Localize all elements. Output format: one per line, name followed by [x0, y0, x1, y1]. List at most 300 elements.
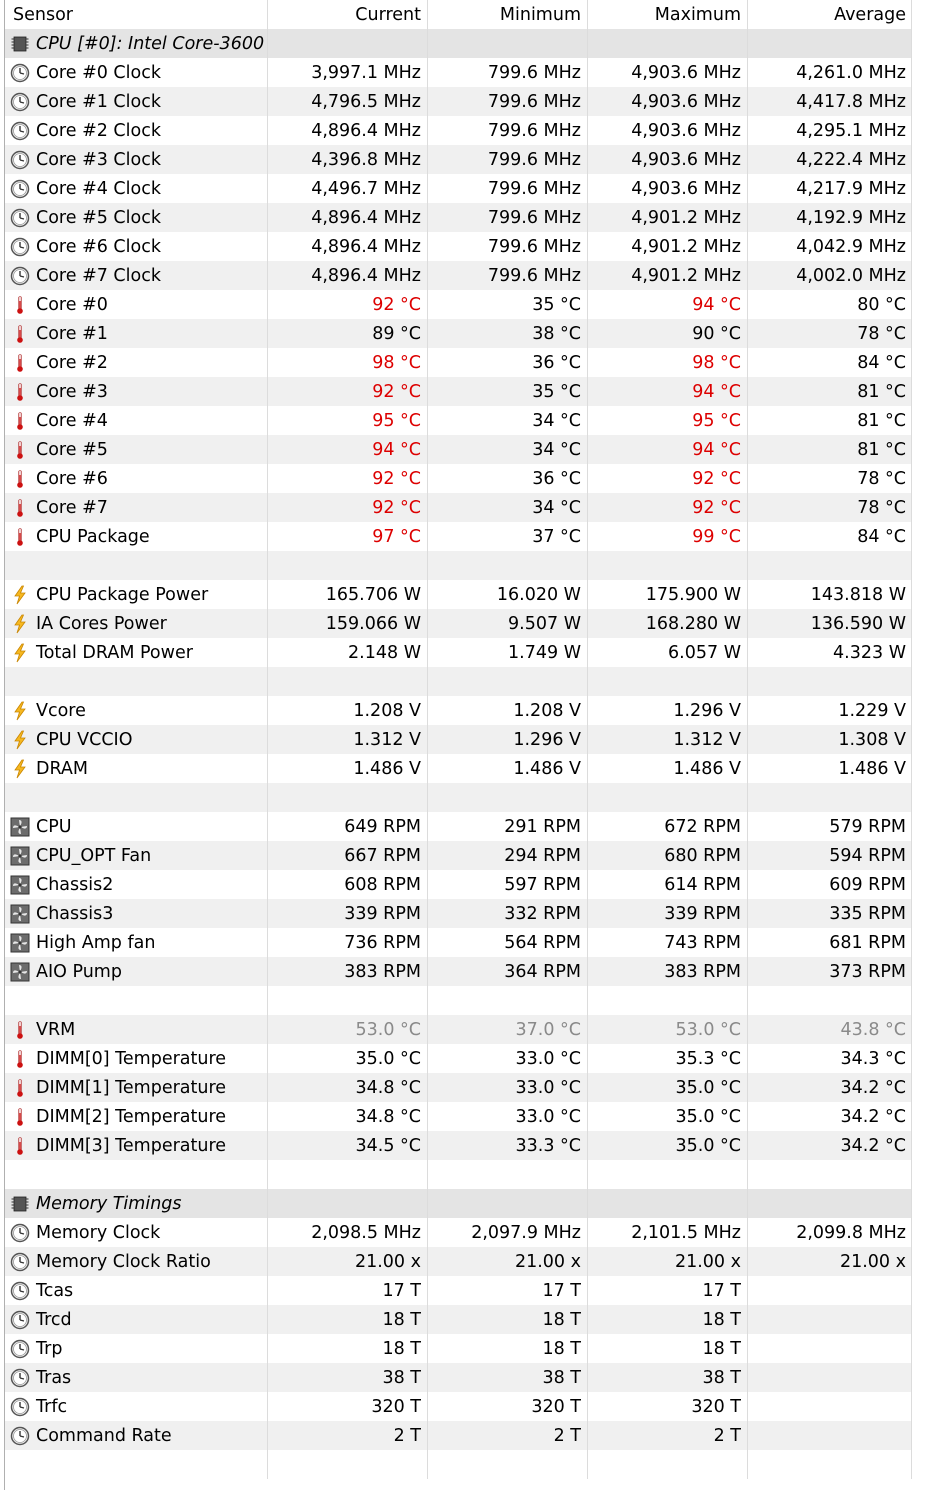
average-value	[747, 1421, 912, 1450]
maximum-value: 175.900 W	[645, 584, 741, 605]
maximum-value: 4,903.6 MHz	[631, 91, 741, 112]
maximum-value: 4,901.2 MHz	[631, 236, 741, 257]
maximum-value: 1.312 V	[673, 729, 741, 750]
column-divider	[267, 0, 268, 1479]
average-value	[747, 986, 912, 1015]
maximum-value: 35.0 °C	[675, 1106, 741, 1127]
average-value: 34.2 °C	[840, 1077, 906, 1098]
maximum-value: 4,903.6 MHz	[631, 120, 741, 141]
average-value	[747, 1363, 912, 1392]
sensor-label: DIMM[1] Temperature	[36, 1077, 227, 1098]
sensor-name-cell	[5, 609, 267, 638]
minimum-value: 9.507 W	[508, 613, 581, 634]
current-value: 165.706 W	[325, 584, 421, 605]
maximum-value: 672 RPM	[664, 816, 741, 837]
average-value	[747, 1450, 912, 1479]
sensor-row[interactable]	[5, 957, 912, 986]
fan-icon	[10, 817, 30, 837]
fan-icon	[10, 846, 30, 866]
sensor-row[interactable]	[5, 696, 912, 725]
maximum-value: 320 T	[691, 1396, 741, 1417]
sensor-row[interactable]	[5, 1276, 912, 1305]
minimum-value: 35 °C	[532, 294, 581, 315]
sensor-row[interactable]	[5, 899, 912, 928]
maximum-value	[587, 783, 747, 812]
sensor-label: Total DRAM Power	[36, 642, 193, 663]
minimum-value: 332 RPM	[504, 903, 581, 924]
current-value: 97 °C	[372, 526, 421, 547]
sensor-label: DIMM[2] Temperature	[36, 1106, 227, 1127]
sensor-row[interactable]	[5, 522, 912, 551]
maximum-value: 4,903.6 MHz	[631, 149, 741, 170]
sensor-label: DIMM[3] Temperature	[36, 1135, 227, 1156]
sensor-label: AIO Pump	[36, 961, 122, 982]
minimum-value: 16.020 W	[496, 584, 581, 605]
thermometer-icon	[10, 1107, 30, 1127]
sensor-row[interactable]	[5, 493, 912, 522]
sensor-label: Core #0 Clock	[36, 62, 161, 83]
sensor-row[interactable]	[5, 1102, 912, 1131]
sensor-label: Trcd	[36, 1309, 72, 1330]
sensor-label: Core #7 Clock	[36, 265, 161, 286]
average-value: 4,002.0 MHz	[796, 265, 906, 286]
sensor-row[interactable]	[5, 87, 912, 116]
clock-icon	[10, 1339, 30, 1359]
maximum-value	[587, 667, 747, 696]
lightning-icon	[10, 759, 30, 779]
average-value: 4,417.8 MHz	[796, 91, 906, 112]
current-value	[267, 783, 427, 812]
sensor-row[interactable]	[5, 609, 912, 638]
sensor-row[interactable]	[5, 464, 912, 493]
minimum-value	[427, 29, 587, 58]
sensor-name-cell	[5, 1160, 267, 1189]
sensor-label: DIMM[0] Temperature	[36, 1048, 227, 1069]
average-value: 2,099.8 MHz	[796, 1222, 906, 1243]
average-value: 4,217.9 MHz	[796, 178, 906, 199]
sensor-row[interactable]	[5, 638, 912, 667]
current-value: 1.486 V	[353, 758, 421, 779]
maximum-value: 94 °C	[692, 439, 741, 460]
sensor-label: Core #5 Clock	[36, 207, 161, 228]
thermometer-icon	[10, 1020, 30, 1040]
minimum-value: 33.3 °C	[515, 1135, 581, 1156]
sensor-label: CPU Package	[36, 526, 150, 547]
maximum-value: 339 RPM	[664, 903, 741, 924]
current-value	[267, 29, 427, 58]
average-value	[747, 1305, 912, 1334]
maximum-value: 1.486 V	[673, 758, 741, 779]
sensor-name-cell	[5, 319, 267, 348]
sensor-row[interactable]	[5, 841, 912, 870]
lightning-icon	[10, 701, 30, 721]
sensor-row[interactable]	[5, 145, 912, 174]
minimum-value: 1.296 V	[513, 729, 581, 750]
thermometer-icon	[10, 382, 30, 402]
minimum-value	[427, 551, 587, 580]
column-divider	[587, 0, 588, 1479]
minimum-value: 17 T	[542, 1280, 581, 1301]
minimum-value	[427, 986, 587, 1015]
column-header-current[interactable]: Current	[355, 4, 421, 25]
current-value: 4,896.4 MHz	[311, 236, 421, 257]
sensor-label: Core #2 Clock	[36, 120, 161, 141]
sensor-row[interactable]	[5, 1305, 912, 1334]
average-value: 4,295.1 MHz	[796, 120, 906, 141]
sensor-row[interactable]	[5, 1334, 912, 1363]
spacer-row	[5, 1450, 912, 1479]
current-value	[267, 551, 427, 580]
sensor-name-cell	[5, 783, 267, 812]
maximum-value: 94 °C	[692, 294, 741, 315]
current-value: 320 T	[371, 1396, 421, 1417]
sensor-label: DRAM	[36, 758, 88, 779]
minimum-value: 34 °C	[532, 439, 581, 460]
minimum-value: 364 RPM	[504, 961, 581, 982]
minimum-value: 18 T	[542, 1338, 581, 1359]
current-value: 92 °C	[372, 468, 421, 489]
current-value: 608 RPM	[344, 874, 421, 895]
clock-icon	[10, 150, 30, 170]
thermometer-icon	[10, 440, 30, 460]
sensor-row[interactable]	[5, 1015, 912, 1044]
current-value: 94 °C	[372, 439, 421, 460]
average-value: 335 RPM	[829, 903, 906, 924]
chip-icon	[10, 34, 30, 54]
clock-icon	[10, 63, 30, 83]
current-value: 21.00 x	[354, 1251, 421, 1272]
clock-icon	[10, 1368, 30, 1388]
sensor-row[interactable]	[5, 348, 912, 377]
maximum-value: 92 °C	[692, 468, 741, 489]
average-value: 43.8 °C	[840, 1019, 906, 1040]
spacer-row	[5, 986, 912, 1015]
sensor-name-cell	[5, 580, 267, 609]
sensor-name-cell	[5, 1218, 267, 1247]
maximum-value: 4,903.6 MHz	[631, 178, 741, 199]
sensor-label: Core #6	[36, 468, 108, 489]
sensor-label: CPU VCCIO	[36, 729, 133, 750]
spacer-row	[5, 551, 912, 580]
maximum-value: 614 RPM	[664, 874, 741, 895]
average-value: 78 °C	[857, 497, 906, 518]
current-value: 2.148 W	[348, 642, 421, 663]
current-value: 1.312 V	[353, 729, 421, 750]
minimum-value: 294 RPM	[504, 845, 581, 866]
average-value: 34.2 °C	[840, 1135, 906, 1156]
minimum-value: 33.0 °C	[515, 1048, 581, 1069]
sensor-row[interactable]	[5, 203, 912, 232]
current-value	[267, 1450, 427, 1479]
sensor-row[interactable]	[5, 116, 912, 145]
average-value	[747, 1334, 912, 1363]
thermometer-icon	[10, 295, 30, 315]
maximum-value	[587, 29, 747, 58]
minimum-value: 799.6 MHz	[487, 149, 581, 170]
sensor-label: Core #6 Clock	[36, 236, 161, 257]
average-value: 84 °C	[857, 526, 906, 547]
maximum-value: 99 °C	[692, 526, 741, 547]
sensor-label: High Amp fan	[36, 932, 156, 953]
sensor-label: Core #3 Clock	[36, 149, 161, 170]
spacer-row	[5, 1160, 912, 1189]
minimum-value: 799.6 MHz	[487, 207, 581, 228]
sensor-name-cell	[5, 1334, 267, 1363]
sensor-label: Core #2	[36, 352, 108, 373]
fan-icon	[10, 875, 30, 895]
sensor-row[interactable]	[5, 319, 912, 348]
sensor-label: Vcore	[36, 700, 86, 721]
sensor-row[interactable]	[5, 1363, 912, 1392]
current-value: 1.208 V	[353, 700, 421, 721]
sensor-name-cell	[5, 725, 267, 754]
sensor-name-cell	[5, 1015, 267, 1044]
sensor-row[interactable]	[5, 754, 912, 783]
column-header-sensor[interactable]: Sensor	[13, 4, 73, 25]
sensor-name-cell	[5, 841, 267, 870]
sensor-name-cell	[5, 667, 267, 696]
thermometer-icon	[10, 324, 30, 344]
clock-icon	[10, 1223, 30, 1243]
average-value: 136.590 W	[810, 613, 906, 634]
current-value: 649 RPM	[344, 816, 421, 837]
maximum-value	[587, 1450, 747, 1479]
sensor-label: Core #0	[36, 294, 108, 315]
sensor-name-cell	[5, 261, 267, 290]
lightning-icon	[10, 730, 30, 750]
average-value: 34.3 °C	[840, 1048, 906, 1069]
current-value: 38 T	[382, 1367, 421, 1388]
maximum-value: 92 °C	[692, 497, 741, 518]
minimum-value: 799.6 MHz	[487, 178, 581, 199]
clock-icon	[10, 179, 30, 199]
sensor-name-cell	[5, 928, 267, 957]
thermometer-icon	[10, 498, 30, 518]
average-value: 681 RPM	[829, 932, 906, 953]
maximum-value: 4,901.2 MHz	[631, 265, 741, 286]
sensor-name-cell	[5, 1189, 267, 1218]
maximum-value: 95 °C	[692, 410, 741, 431]
current-value: 736 RPM	[344, 932, 421, 953]
current-value: 2 T	[393, 1425, 421, 1446]
current-value: 35.0 °C	[355, 1048, 421, 1069]
sensor-name-cell	[5, 1305, 267, 1334]
sensor-name-cell	[5, 174, 267, 203]
average-value: 609 RPM	[829, 874, 906, 895]
average-value: 81 °C	[857, 439, 906, 460]
sensor-table	[5, 0, 912, 1479]
sensor-row[interactable]	[5, 58, 912, 87]
average-value: 143.818 W	[810, 584, 906, 605]
maximum-value: 18 T	[702, 1309, 741, 1330]
thermometer-icon	[10, 1049, 30, 1069]
current-value: 18 T	[382, 1309, 421, 1330]
maximum-value	[587, 1189, 747, 1218]
thermometer-icon	[10, 353, 30, 373]
current-value: 159.066 W	[325, 613, 421, 634]
minimum-value: 2 T	[553, 1425, 581, 1446]
average-value: 81 °C	[857, 410, 906, 431]
clock-icon	[10, 266, 30, 286]
maximum-value: 6.057 W	[668, 642, 741, 663]
maximum-value: 35.0 °C	[675, 1135, 741, 1156]
spacer-row	[5, 783, 912, 812]
average-value	[747, 29, 912, 58]
average-value: 4.323 W	[833, 642, 906, 663]
sensor-row[interactable]	[5, 1218, 912, 1247]
sensor-row[interactable]	[5, 377, 912, 406]
group-header-row[interactable]	[5, 29, 912, 58]
current-value: 339 RPM	[344, 903, 421, 924]
sensor-row[interactable]	[5, 174, 912, 203]
sensor-name-cell	[5, 29, 267, 58]
sensor-name-cell	[5, 696, 267, 725]
minimum-value: 799.6 MHz	[487, 120, 581, 141]
sensor-row[interactable]	[5, 928, 912, 957]
minimum-value: 799.6 MHz	[487, 236, 581, 257]
maximum-value: 4,901.2 MHz	[631, 207, 741, 228]
sensor-row[interactable]	[5, 870, 912, 899]
average-value: 81 °C	[857, 381, 906, 402]
sensor-row[interactable]	[5, 261, 912, 290]
thermometer-icon	[10, 527, 30, 547]
average-value	[747, 1392, 912, 1421]
sensor-row[interactable]	[5, 1392, 912, 1421]
sensor-label: CPU Package Power	[36, 584, 209, 605]
sensor-name-cell	[5, 754, 267, 783]
sensor-label: Trfc	[36, 1396, 68, 1417]
average-value: 579 RPM	[829, 816, 906, 837]
current-value: 4,896.4 MHz	[311, 120, 421, 141]
sensor-label: Command Rate	[36, 1425, 172, 1446]
clock-icon	[10, 1252, 30, 1272]
sensor-name-cell	[5, 377, 267, 406]
column-header-average[interactable]: Average	[834, 4, 906, 25]
minimum-value: 1.486 V	[513, 758, 581, 779]
clock-icon	[10, 1310, 30, 1330]
maximum-value: 21.00 x	[674, 1251, 741, 1272]
sensor-name-cell	[5, 203, 267, 232]
current-value: 95 °C	[372, 410, 421, 431]
maximum-value	[587, 551, 747, 580]
current-value: 92 °C	[372, 381, 421, 402]
sensor-name-cell	[5, 957, 267, 986]
sensor-name-cell	[5, 1363, 267, 1392]
sensor-label: Chassis2	[36, 874, 114, 895]
minimum-value: 799.6 MHz	[487, 265, 581, 286]
current-value: 34.8 °C	[355, 1106, 421, 1127]
sensor-row[interactable]	[5, 290, 912, 319]
maximum-value: 168.280 W	[645, 613, 741, 634]
sensor-name-cell	[5, 464, 267, 493]
current-value	[267, 1189, 427, 1218]
average-value	[747, 1160, 912, 1189]
sensor-name-cell	[5, 1276, 267, 1305]
minimum-value: 564 RPM	[504, 932, 581, 953]
sensor-name-cell	[5, 986, 267, 1015]
sensor-label: Trp	[36, 1338, 63, 1359]
chip-icon	[10, 1194, 30, 1214]
sensor-name-cell	[5, 1392, 267, 1421]
sensor-row[interactable]	[5, 1247, 912, 1276]
sensor-row[interactable]	[5, 580, 912, 609]
sensor-label: Memory Clock Ratio	[36, 1251, 211, 1272]
sensor-row[interactable]	[5, 435, 912, 464]
sensor-row[interactable]	[5, 812, 912, 841]
sensor-row[interactable]	[5, 232, 912, 261]
sensor-label: Tras	[36, 1367, 72, 1388]
sensor-label: CPU [#0]: Intel Core-3600	[36, 33, 265, 54]
thermometer-icon	[10, 411, 30, 431]
column-divider	[911, 0, 912, 1479]
sensor-name-cell	[5, 232, 267, 261]
column-divider	[747, 0, 748, 1479]
maximum-value: 383 RPM	[664, 961, 741, 982]
clock-icon	[10, 237, 30, 257]
minimum-value: 799.6 MHz	[487, 62, 581, 83]
minimum-value: 37 °C	[532, 526, 581, 547]
sensor-name-cell	[5, 899, 267, 928]
sensor-row[interactable]	[5, 1073, 912, 1102]
thermometer-icon	[10, 469, 30, 489]
clock-icon	[10, 1426, 30, 1446]
group-header-row[interactable]	[5, 1189, 912, 1218]
maximum-value	[587, 986, 747, 1015]
sensor-row[interactable]	[5, 1044, 912, 1073]
average-value: 4,222.4 MHz	[796, 149, 906, 170]
lightning-icon	[10, 585, 30, 605]
current-value: 4,896.4 MHz	[311, 207, 421, 228]
sensor-row[interactable]	[5, 725, 912, 754]
sensor-rows	[5, 29, 912, 1479]
minimum-value: 1.749 W	[508, 642, 581, 663]
minimum-value: 799.6 MHz	[487, 91, 581, 112]
table-header	[5, 0, 912, 29]
average-value: 21.00 x	[839, 1251, 906, 1272]
maximum-value: 94 °C	[692, 381, 741, 402]
fan-icon	[10, 933, 30, 953]
minimum-value: 38 T	[542, 1367, 581, 1388]
maximum-value: 2,101.5 MHz	[631, 1222, 741, 1243]
minimum-value	[427, 1160, 587, 1189]
minimum-value	[427, 783, 587, 812]
sensor-label: Core #1	[36, 323, 108, 344]
sensor-row[interactable]	[5, 1131, 912, 1160]
column-header-minimum[interactable]: Minimum	[499, 4, 581, 25]
current-value: 18 T	[382, 1338, 421, 1359]
clock-icon	[10, 121, 30, 141]
current-value: 92 °C	[372, 294, 421, 315]
sensor-name-cell	[5, 87, 267, 116]
average-value: 1.229 V	[838, 700, 906, 721]
current-value: 3,997.1 MHz	[311, 62, 421, 83]
average-value: 78 °C	[857, 468, 906, 489]
sensor-name-cell	[5, 1247, 267, 1276]
current-value: 89 °C	[372, 323, 421, 344]
sensor-name-cell	[5, 348, 267, 377]
thermometer-icon	[10, 1078, 30, 1098]
sensor-name-cell	[5, 551, 267, 580]
maximum-value: 1.296 V	[673, 700, 741, 721]
maximum-value: 4,903.6 MHz	[631, 62, 741, 83]
average-value: 594 RPM	[829, 845, 906, 866]
minimum-value: 291 RPM	[504, 816, 581, 837]
column-header-maximum[interactable]: Maximum	[654, 4, 741, 25]
sensor-row[interactable]	[5, 1421, 912, 1450]
sensor-label: Core #4	[36, 410, 108, 431]
sensor-row[interactable]	[5, 406, 912, 435]
average-value: 4,261.0 MHz	[796, 62, 906, 83]
